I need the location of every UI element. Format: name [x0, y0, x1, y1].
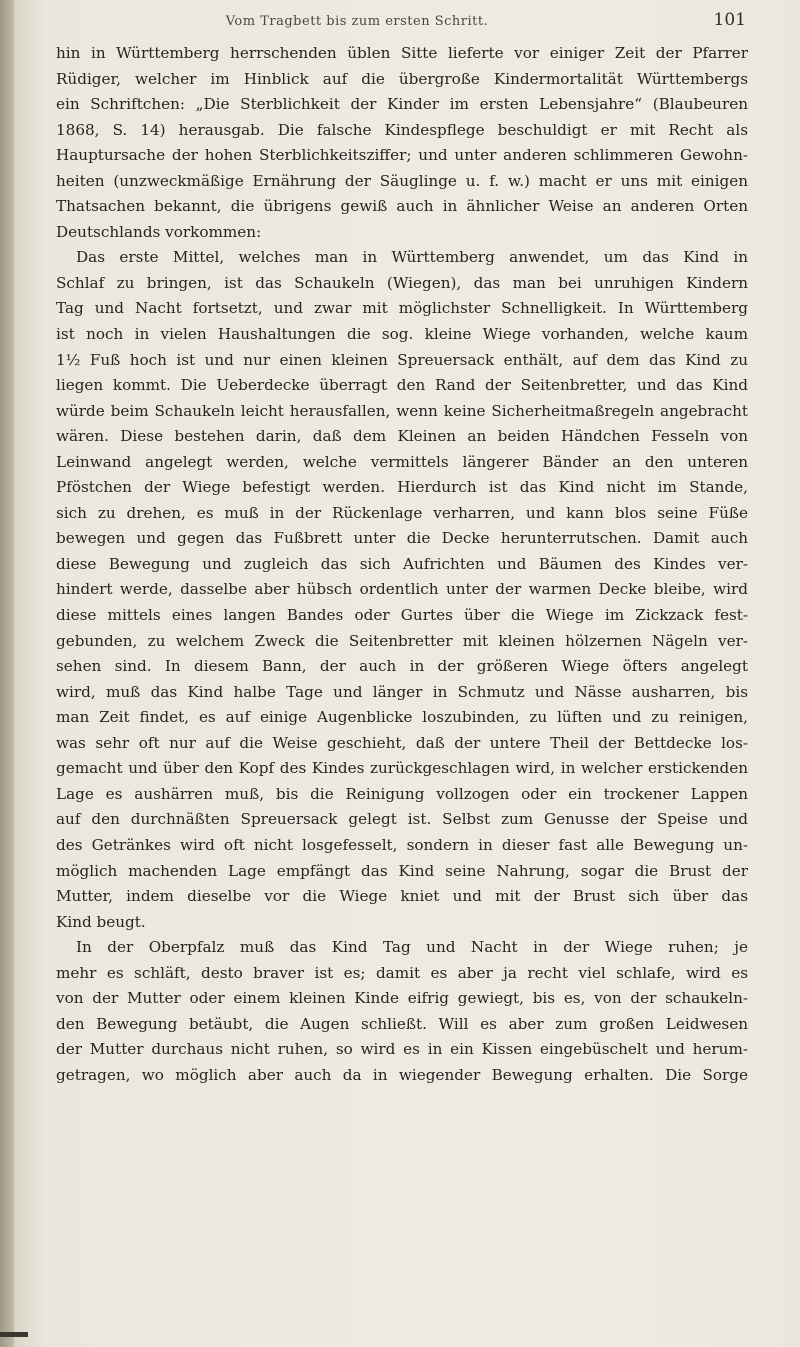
- text-line: Das erste Mittel, welches man in Württemberg anwendet, um das Kind in: [76, 248, 748, 267]
- text-line: hin in Württemberg herrschenden üblen Sitte lieferte vor einiger Zeit der Pfarrer: [56, 44, 748, 62]
- text-line: diese Bewegung und zugleich das sich Aufrichten und Bäumen des Kindes ver-: [56, 554, 748, 573]
- text-line: möglich machenden Lage empfängt das Kind seine Nahrung, sogar die Brust der: [56, 861, 748, 880]
- text-line: gebunden, zu welchem Zweck die Seitenbretter mit kleinen hölzernen Nägeln ver-: [56, 631, 748, 650]
- body-text: [56, 41, 748, 1088]
- text-line: heiten (unzweckmäßige Ernährung der Säuglinge u. f. w.) macht er uns mit einigen: [56, 171, 748, 190]
- text-line: ist noch in vielen Haushaltungen die sog. kleine Wiege vorhanden, welche kaum: [56, 325, 748, 344]
- text-line: Thatsachen bekannt, die übrigens gewiß auch in ähnlicher Weise an anderen Orten: [56, 197, 748, 216]
- text-line: der Mutter durchaus nicht ruhen, so wird es in ein Kissen eingebüschelt und herum-: [56, 1040, 748, 1059]
- text-line: wird, muß das Kind halbe Tage und länger in Schmutz und Nässe ausharren, bis: [56, 682, 748, 701]
- text-line: diese mittels eines langen Bandes oder Gurtes über die Wiege im Zickzack fest-: [56, 606, 748, 625]
- text-line: wären. Diese bestehen darin, daß dem Kleinen an beiden Händchen Fesseln von: [56, 427, 748, 446]
- text-line: Deutschlands vorkommen:: [56, 222, 262, 241]
- text-line: von der Mutter oder einem kleinen Kinde eifrig gewiegt, bis es, von der schaukeln-: [56, 989, 748, 1008]
- text-line: würde beim Schaukeln leicht herausfallen, wenn keine Sicherheitmaßregeln angebracht: [56, 401, 748, 420]
- text-line: hindert werde, dasselbe aber hübsch ordentlich unter der warmen Decke bleibe, wird: [56, 580, 748, 599]
- text-line: was sehr oft nur auf die Weise geschieht, daß der untere Theil der Bettdecke los-: [56, 733, 748, 752]
- text-line: In der Oberpfalz muß das Kind Tag und Nacht in der Wiege ruhen; je: [76, 938, 748, 957]
- text-line: bewegen und gegen das Fußbrett unter die Decke herunterrutschen. Damit auch: [56, 529, 748, 548]
- text-line: man Zeit findet, es auf einige Augenblicke loszubinden, zu lüften und zu reinigen,: [56, 708, 748, 727]
- text-line: liegen kommt. Die Ueberdecke überragt den Rand der Seitenbretter, und das Kind: [56, 376, 748, 395]
- text-line: Schlaf zu bringen, ist das Schaukeln (Wiegen), das man bei unruhigen Kindern: [56, 273, 748, 292]
- text-line: Tag und Nacht fortsetzt, und zwar mit möglichster Schnelligkeit. In Württemberg: [56, 299, 748, 318]
- text-line: auf den durchnäßten Spreuersack gelegt ist. Selbst zum Genusse der Speise und: [56, 810, 748, 829]
- text-line: den Bewegung betäubt, die Augen schließt. Will es aber zum großen Leidwesen: [56, 1014, 748, 1033]
- running-head: Vom Tragbett bis zum ersten Schritt.: [225, 14, 489, 29]
- text-line: Kind beugt.: [56, 912, 146, 931]
- text-line: 1½ Fuß hoch ist und nur einen kleinen Spreuersack enthält, auf dem das Kind zu: [56, 350, 748, 369]
- text-line: Rüdiger, welcher im Hinblick auf die übergroße Kindermortalität Württembergs: [56, 69, 748, 88]
- page-number: 101: [713, 10, 746, 30]
- text-line: mehr es schläft, desto braver ist es; damit es aber ja recht viel schlafe, wird es: [56, 963, 748, 982]
- page-header: [58, 8, 746, 38]
- text-line: sich zu drehen, es muß in der Rückenlage verharren, und kann blos seine Füße: [56, 503, 748, 522]
- page-gutter: [0, 0, 14, 1347]
- text-line: getragen, wo möglich aber auch da in wiegender Bewegung erhalten. Die Sorge: [56, 1065, 748, 1084]
- text-line: Mutter, indem dieselbe vor die Wiege kniet und mit der Brust sich über das: [56, 887, 748, 906]
- text-line: Leinwand angelegt werden, welche vermittels längerer Bänder an den unteren: [56, 452, 748, 471]
- text-line: ein Schriftchen: „Die Sterblichkeit der Kinder im ersten Lebensjahre“ (Blaubeuren: [56, 95, 748, 114]
- text-line: sehen sind. In diesem Bann, der auch in der größeren Wiege öfters angelegt: [56, 657, 748, 676]
- text-line: gemacht und über den Kopf des Kindes zurückgeschlagen wird, in welcher erstickenden: [56, 759, 748, 778]
- page-edge-mark: [0, 1332, 28, 1337]
- text-line: Pföstchen der Wiege befestigt werden. Hierdurch ist das Kind nicht im Stande,: [56, 478, 748, 497]
- text-line: Lage es aushärren muß, bis die Reinigung vollzogen oder ein trockener Lappen: [56, 784, 748, 803]
- text-line: 1868, S. 14) herausgab. Die falsche Kindespflege beschuldigt er mit Recht als: [56, 120, 748, 139]
- text-line: des Getränkes wird oft nicht losgefesselt, sondern in dieser fast alle Bewegung un-: [56, 835, 748, 854]
- text-line: Hauptursache der hohen Sterblichkeitsziffer; und unter anderen schlimmeren Gewohn-: [56, 146, 748, 165]
